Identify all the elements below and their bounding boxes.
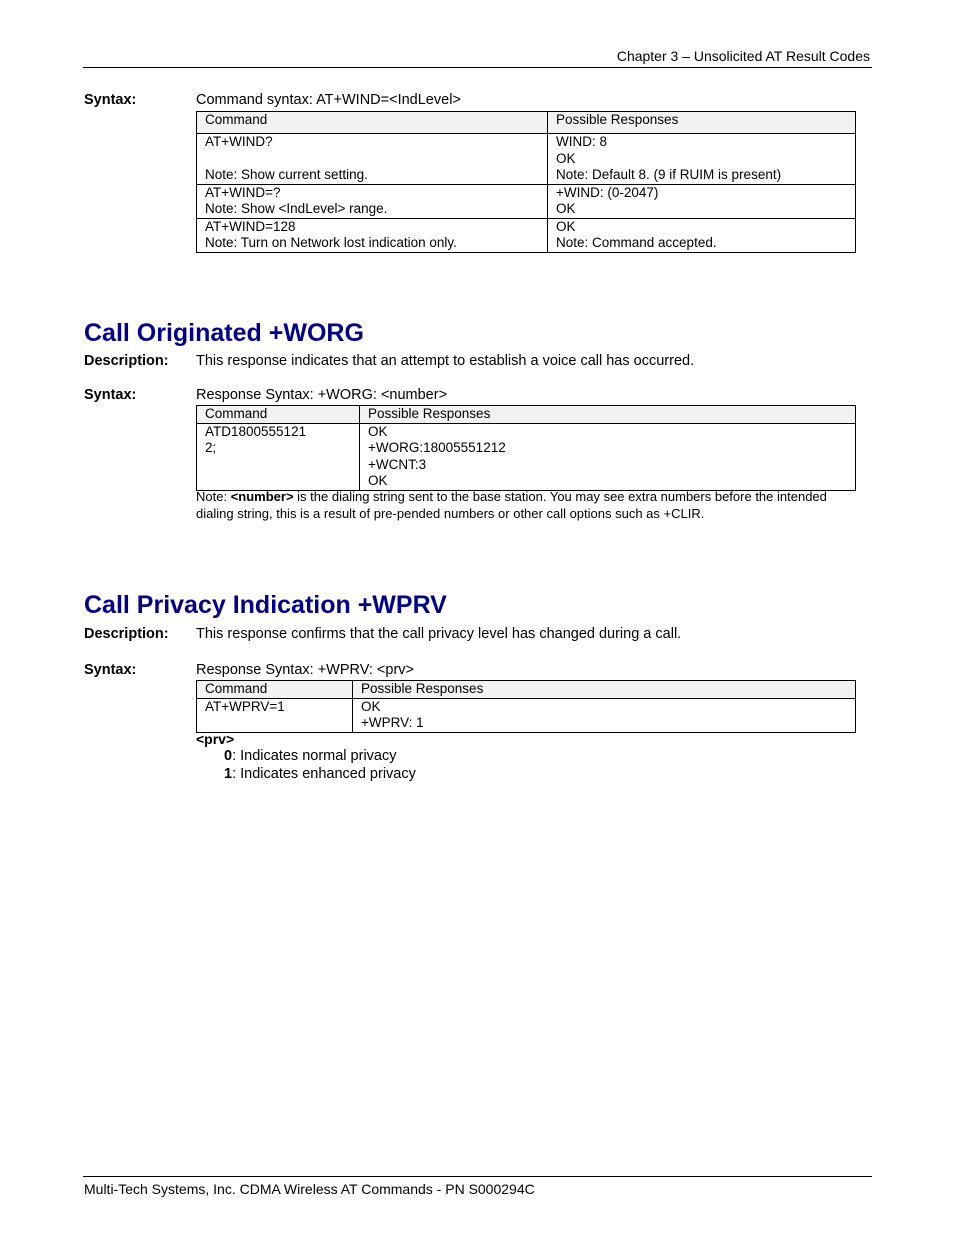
prv-value: 0: [224, 748, 233, 764]
worg-syntax-text: Response Syntax: +WORG: <number>: [196, 387, 448, 403]
worg-command-table: [196, 405, 856, 491]
wprv-command-table: [196, 680, 856, 733]
note-text: is the dialing string sent to the base station. You may see extra numbers before the intended dialing string, this is a result of pre-pended numbers or other call options such as +CLIR.: [196, 489, 827, 521]
cell-line: OK: [556, 150, 576, 166]
wprv-description-label: Description:: [84, 626, 169, 642]
wind-command-table: [196, 111, 856, 253]
cell-line: OK: [556, 201, 576, 216]
prv-value-item: [224, 766, 416, 782]
cell-line: +WPRV: 1: [361, 715, 424, 730]
cell-line: AT+WIND=128: [205, 218, 296, 234]
cell-line: ATD1800555121: [205, 423, 307, 439]
cell-line: Note: Command accepted.: [556, 235, 717, 250]
cell-line: OK: [368, 473, 388, 488]
cell-line: AT+WIND=?: [205, 184, 281, 200]
response-cell: [548, 134, 856, 185]
column-header-command: Command: [197, 112, 548, 134]
column-header-responses: Possible Responses: [360, 406, 856, 424]
command-cell: [197, 134, 548, 185]
table-header-row: [197, 112, 856, 134]
table-header-row: [197, 681, 856, 699]
wind-syntax-label: Syntax:: [84, 92, 137, 108]
response-cell: [548, 218, 856, 252]
section-heading-wprv: Call Privacy Indication +WPRV: [84, 591, 447, 619]
command-cell: [197, 218, 548, 252]
header-divider: [83, 67, 872, 68]
cell-line: +WORG:18005551212: [368, 440, 506, 455]
table-row: [197, 218, 856, 252]
table-row: [197, 184, 856, 218]
column-header-command: Command: [197, 681, 353, 699]
table-row: [197, 134, 856, 185]
prv-parameter-label: <prv>: [196, 731, 235, 747]
page-footer: Multi-Tech Systems, Inc. CDMA Wireless AT Commands - PN S000294C: [84, 1181, 535, 1197]
cell-line: +WIND: (0-2047): [556, 184, 659, 200]
table-row: [197, 423, 856, 490]
worg-description-text: This response indicates that an attempt to establish a voice call has occurred.: [196, 353, 695, 369]
command-cell: [197, 184, 548, 218]
cell-line: AT+WIND?: [205, 134, 273, 149]
prv-value: 1: [224, 766, 233, 782]
cell-line: [205, 151, 539, 168]
cell-line: OK: [556, 218, 576, 234]
prv-value-text: : Indicates enhanced privacy: [232, 766, 416, 782]
table-header-row: [197, 406, 856, 424]
prv-value-text: : Indicates normal privacy: [232, 748, 397, 764]
prv-value-item: [224, 748, 396, 764]
section-heading-worg: Call Originated +WORG: [84, 319, 364, 347]
cell-line: 2;: [205, 440, 217, 455]
page-header: Chapter 3 – Unsolicited AT Result Codes: [616, 48, 870, 64]
note-term: <number>: [230, 489, 294, 504]
column-header-responses: Possible Responses: [548, 112, 856, 134]
response-cell: [360, 423, 856, 490]
wprv-description-text: This response confirms that the call privacy level has changed during a call.: [196, 626, 682, 642]
worg-description-label: Description:: [84, 353, 169, 369]
cell-line: Note: Show <IndLevel> range.: [205, 201, 388, 216]
footer-divider: [83, 1176, 872, 1177]
response-cell: [353, 698, 856, 732]
cell-line: OK: [368, 423, 388, 439]
command-cell: [197, 698, 353, 732]
command-cell: [197, 423, 360, 490]
cell-line: AT+WPRV=1: [205, 698, 285, 714]
cell-line: Note: Show current setting.: [205, 167, 368, 182]
table-row: [197, 698, 856, 732]
wprv-syntax-text: Response Syntax: +WPRV: <prv>: [196, 662, 415, 678]
wind-syntax-text: Command syntax: AT+WIND=<IndLevel>: [196, 92, 461, 108]
cell-line: +WCNT:3: [368, 456, 427, 472]
cell-line: Note: Default 8. (9 if RUIM is present): [556, 167, 782, 182]
cell-line: OK: [361, 698, 381, 714]
cell-line: WIND: 8: [556, 134, 608, 149]
note-prefix: Note:: [196, 489, 231, 504]
worg-note: [196, 489, 856, 522]
response-cell: [548, 184, 856, 218]
column-header-responses: Possible Responses: [353, 681, 856, 699]
wprv-syntax-label: Syntax:: [84, 662, 137, 678]
cell-line: Note: Turn on Network lost indication only.: [205, 235, 457, 250]
worg-syntax-label: Syntax:: [84, 387, 137, 403]
column-header-command: Command: [197, 406, 360, 424]
